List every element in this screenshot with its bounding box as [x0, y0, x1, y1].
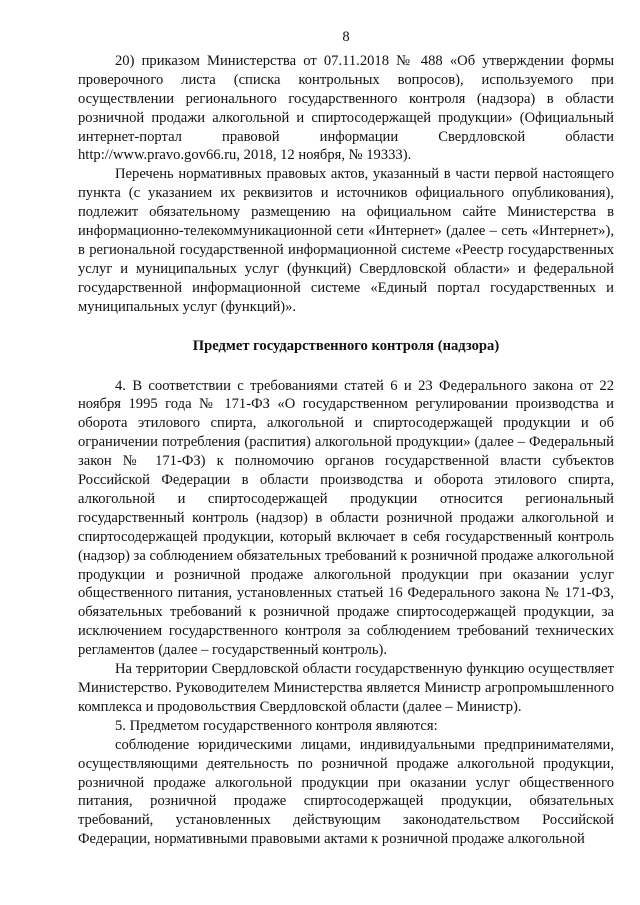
- paragraph-ministry-function: На территории Свердловской области государственную функцию осуществляет Министерство. Руководителем Министерства является Министр агропромышленного комплекса и продовольствия Свердловской области (далее – Министр).: [78, 661, 614, 715]
- paragraph-item-20: 20) приказом Министерства от 07.11.2018 № 488 «Об утверждении формы проверочного листа (списка контрольных вопросов), используемого при осуществлении регионального государственного контроля (надзора) в области розничной продажи алкогольной и спиртосодержащей продукции» (Официальный интернет-портал правовой информации Свердловской области http://www.pravo.gov66.ru, 2018, 12 ноября, № 19333).: [78, 52, 614, 164]
- section-heading: Предмет государственного контроля (надзора): [192, 337, 500, 354]
- document-page: [78, 28, 614, 849]
- page-number: 8: [342, 29, 350, 45]
- paragraph-clause-4: 4. В соответствии с требованиями статей 6 и 23 Федерального закона от 22 ноября 1995 года № 171-ФЗ «О государственном регулировании производства и оборота этилового спирта, алкогольной и спиртосодержащей продукции и об ограничении потребления (распития) алкогольной продукции» (далее – Федеральный закон № 171-ФЗ) к полномочию органов государственной власти субъектов Российской Федерации в области производства и оборота этилового спирта, алкогольной и спиртосодержащей продукции относится региональный государственный контроль (надзор) в области розничной продажи алкогольной и спиртосодержащей продукции, который включает в себя государственный контроль (надзор) за соблюдением обязательных требований к розничной продаже алкогольной продукции и розничной продаже алкогольной продукции при оказании услуг общественного питания, установленных статьей 16 Федерального закона № 171-ФЗ, обязательных требований к розничной продаже спиртосодержащей продукции, за исключением государственного контроля за соблюдением требований технических регламентов (далее – государственный контроль).: [78, 377, 614, 659]
- paragraph-compliance: соблюдение юридическими лицами, индивидуальными предпринимателями, осуществляющими деятельность по розничной продаже алкогольной продукции, розничной продаже алкогольной продукции при оказании услуг общественного питания, розничной продаже спиртосодержащей продукции, обязательных требований, установленных действующим законодательством Российской Федерации, нормативными правовыми актами к розничной продаже алкогольной: [78, 736, 614, 848]
- paragraph-clause-5: 5. Предметом государственного контроля являются:: [115, 717, 438, 734]
- paragraph-publication-note: Перечень нормативных правовых актов, указанный в части первой настоящего пункта (с указанием их реквизитов и источников официального опубликования), подлежит обязательному размещению на официальном сайте Министерства в информационно-телекоммуникационной сети «Интернет» (далее – сеть «Интернет»), в региональной государственной информационной системе «Реестр государственных услуг и муниципальных услуг (функций) Свердловской области» и федеральной государственной информационной системе «Единый портал государственных и муниципальных услуг (функций)».: [78, 166, 614, 315]
